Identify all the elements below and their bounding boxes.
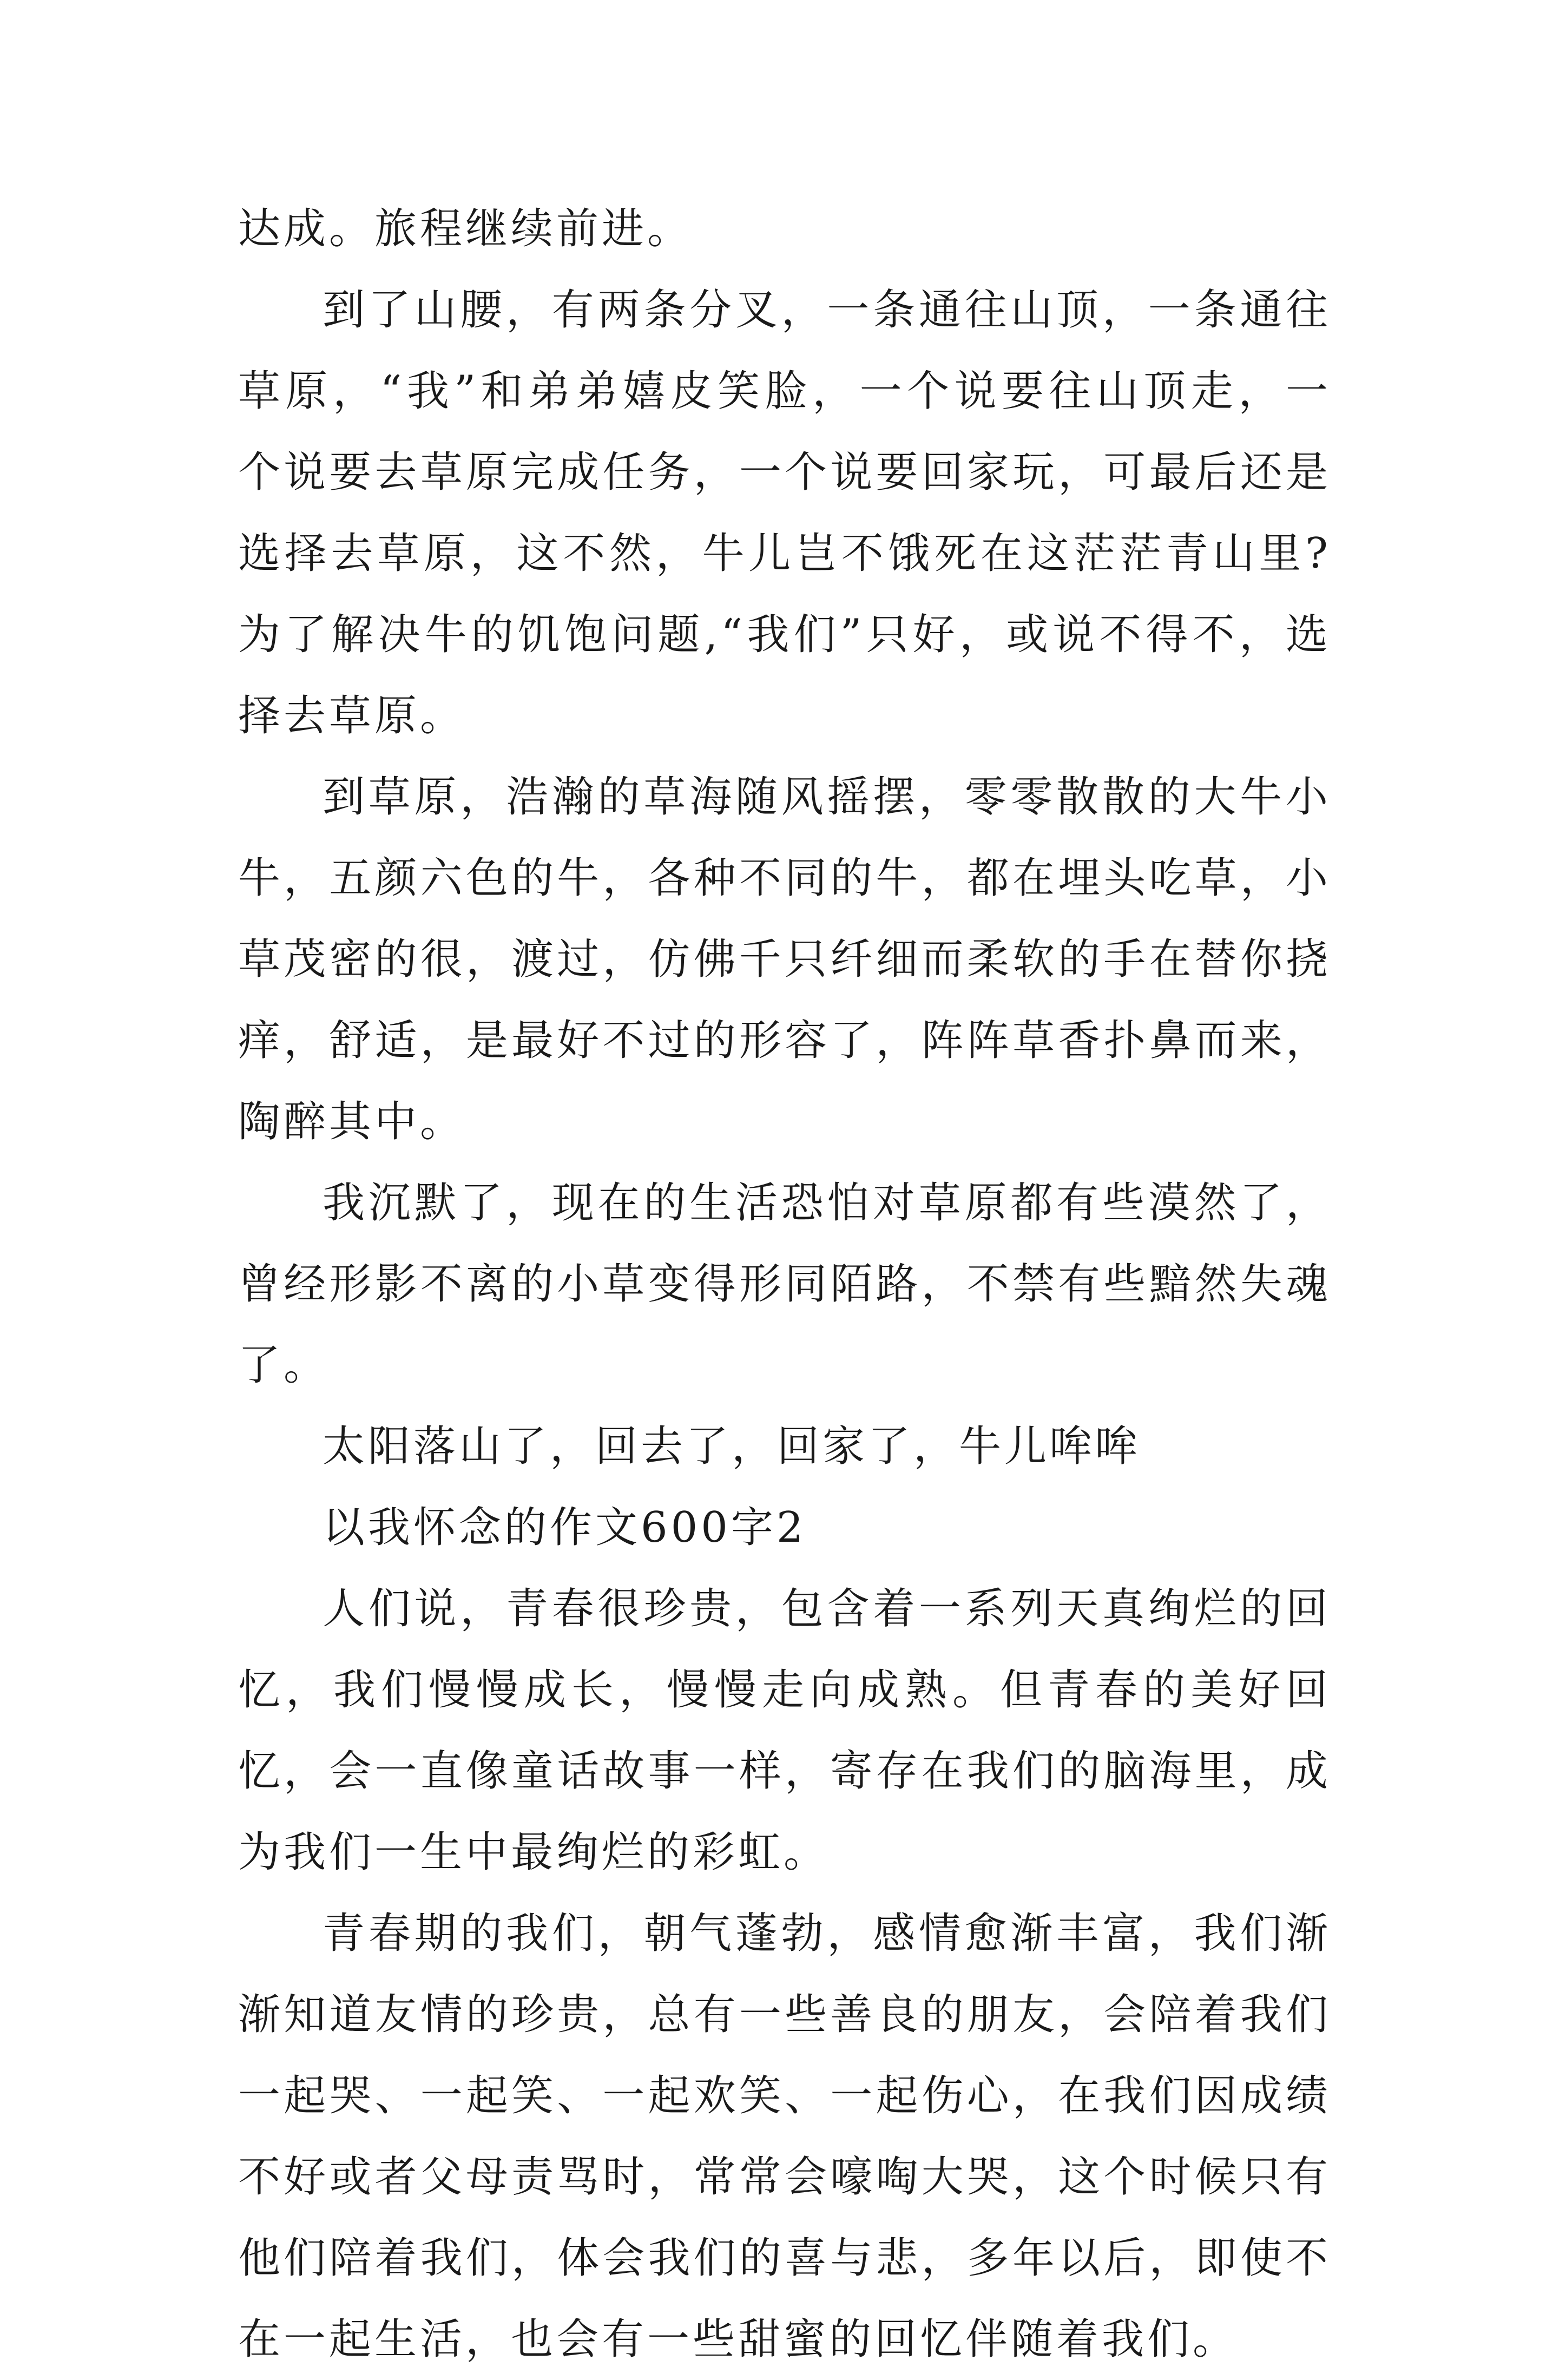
paragraph: 人们说，青春很珍贵，包含着一系列天真绚烂的回忆，我们慢慢成长，慢慢走向成熟。但青春的美好回忆，会一直像童话故事一样，寄存在我们的脑海里，成为我们一生中最绚烂的彩虹。 [238, 1585, 1331, 1877]
paragraph: 我沉默了，现在的生活恐怕对草原都有些漠然了，曾经形影不离的小草变得形同陌路，不禁有些黯然失魂了。 [238, 1179, 1331, 1390]
paragraph: 到了山腰，有两条分叉，一条通往山顶，一条通往草原，“我”和弟弟嬉皮笑脸，一个说要往山顶走，一个说要去草原完成任务，一个说要回家玩，可最后还是选择去草原，这不然，牛儿岂不饿死在这茫茫青山里?为了解决牛的饥饱问题,“我们”只好，或说不得不，选择去草原。 [238, 286, 1331, 740]
paragraph: 太阳落山了，回去了，回家了，牛儿哞哞 [323, 1422, 1141, 1471]
paragraph: 青春期的我们，朝气蓬勃，感情愈渐丰富，我们渐渐知道友情的珍贵，总有一些善良的朋友，会陪着我们一起哭、一起笑、一起欢笑、一起伤心，在我们因成绩不好或者父母责骂时，常常会嚎啕大哭，这个时候只有他们陪着我们，体会我们的喜与悲，多年以后，即使不在一起生活，也会有一些甜蜜的回忆伴随着我们。 [238, 1909, 1331, 2364]
paragraph: 达成。旅程继续前进。 [238, 205, 693, 253]
section-heading: 以我怀念的作文600字2 [323, 1503, 807, 1552]
document-body [238, 188, 1331, 2380]
paragraph: 到草原，浩瀚的草海随风摇摆，零零散散的大牛小牛，五颜六色的牛，各种不同的牛，都在埋头吃草，小草茂密的很，渡过，仿佛千只纤细而柔软的手在替你挠痒，舒适，是最好不过的形容了，阵阵草香扑鼻而来，陶醉其中。 [238, 773, 1331, 1146]
